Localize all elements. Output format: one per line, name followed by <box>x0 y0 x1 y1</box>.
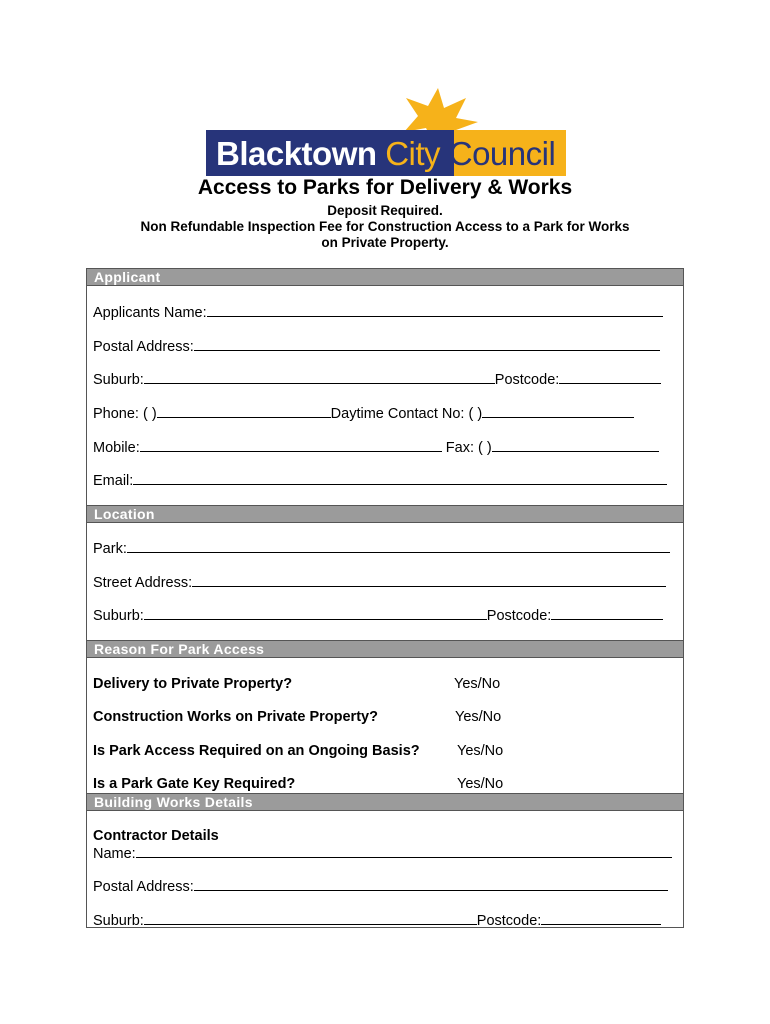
form-title: Access to Parks for Delivery & Works <box>197 176 573 199</box>
location-park-row <box>93 540 670 557</box>
applicant-mobile-row <box>93 439 659 456</box>
fee-note-line1: Non Refundable Inspection Fee for Construction Access to a Park for Works <box>140 219 630 234</box>
section-building: Building Works Details <box>86 793 684 811</box>
applicant-postcode-label: Postcode: <box>494 372 560 388</box>
question-gate-key: Is a Park Gate Key Required? <box>93 776 296 792</box>
location-street-row <box>93 574 666 591</box>
applicant-fax-label: Fax: ( ) <box>441 440 492 456</box>
applicant-postcode-field[interactable] <box>559 371 661 384</box>
applicant-phone-field[interactable] <box>157 405 331 418</box>
location-street-field[interactable] <box>192 574 666 587</box>
contractor-postal-field[interactable] <box>194 878 668 891</box>
location-suburb-field[interactable] <box>144 607 487 620</box>
applicant-email-row <box>93 472 667 489</box>
deposit-note: Deposit Required. <box>327 203 443 218</box>
applicant-postal-row <box>93 338 660 355</box>
applicant-email-label: Email: <box>93 473 134 489</box>
location-suburb-row <box>93 607 663 624</box>
location-park-label: Park: <box>93 541 127 557</box>
contractor-suburb-row <box>93 912 661 929</box>
question-delivery: Delivery to Private Property? <box>93 676 293 692</box>
applicant-name-label: Applicants Name: <box>93 305 207 321</box>
applicant-daytime-field[interactable] <box>482 405 634 418</box>
applicant-postal-field[interactable] <box>194 338 660 351</box>
contractor-name-label: Name: <box>93 846 136 862</box>
question-ongoing: Is Park Access Required on an Ongoing Basis? <box>93 743 420 759</box>
applicant-phone-label: Phone: ( ) <box>93 406 157 422</box>
applicant-suburb-row <box>93 371 661 388</box>
answer-ongoing-yesno[interactable]: Yes/No <box>457 743 504 759</box>
section-location: Location <box>86 505 684 523</box>
answer-gate-key-yesno[interactable]: Yes/No <box>457 776 504 792</box>
fee-note-line2: on Private Property. <box>321 235 449 250</box>
contractor-postal-row <box>93 878 668 895</box>
applicant-email-field[interactable] <box>133 472 667 485</box>
question-construction: Construction Works on Private Property? <box>93 709 378 725</box>
contractor-postcode-field[interactable] <box>541 912 661 925</box>
applicant-name-field[interactable] <box>207 304 663 317</box>
applicant-daytime-label: Daytime Contact No: ( ) <box>330 406 483 422</box>
applicant-suburb-field[interactable] <box>144 371 495 384</box>
contractor-postal-label: Postal Address: <box>93 879 194 895</box>
location-street-label: Street Address: <box>93 575 193 591</box>
location-suburb-label: Suburb: <box>93 608 144 624</box>
section-reason: Reason For Park Access <box>86 640 684 658</box>
location-postcode-field[interactable] <box>551 607 663 620</box>
answer-delivery-yesno[interactable]: Yes/No <box>454 676 501 692</box>
applicant-mobile-field[interactable] <box>140 439 442 452</box>
council-logo <box>206 88 566 176</box>
applicant-phone-row <box>93 405 634 422</box>
contractor-name-row <box>93 845 672 862</box>
contractor-postcode-label: Postcode: <box>476 913 542 929</box>
contractor-suburb-field[interactable] <box>144 912 477 925</box>
applicant-suburb-label: Suburb: <box>93 372 144 388</box>
logo-wordmark: Blacktown City Council <box>216 135 556 172</box>
applicant-name-row <box>93 304 663 321</box>
contractor-details-heading: Contractor Details <box>93 828 219 844</box>
answer-construction-yesno[interactable]: Yes/No <box>455 709 502 725</box>
location-park-field[interactable] <box>127 540 670 553</box>
section-applicant: Applicant <box>86 268 684 286</box>
applicant-postal-label: Postal Address: <box>93 339 194 355</box>
location-postcode-label: Postcode: <box>486 608 552 624</box>
contractor-suburb-label: Suburb: <box>93 913 144 929</box>
applicant-fax-field[interactable] <box>492 439 659 452</box>
contractor-name-field[interactable] <box>136 845 672 858</box>
applicant-mobile-label: Mobile: <box>93 440 140 456</box>
